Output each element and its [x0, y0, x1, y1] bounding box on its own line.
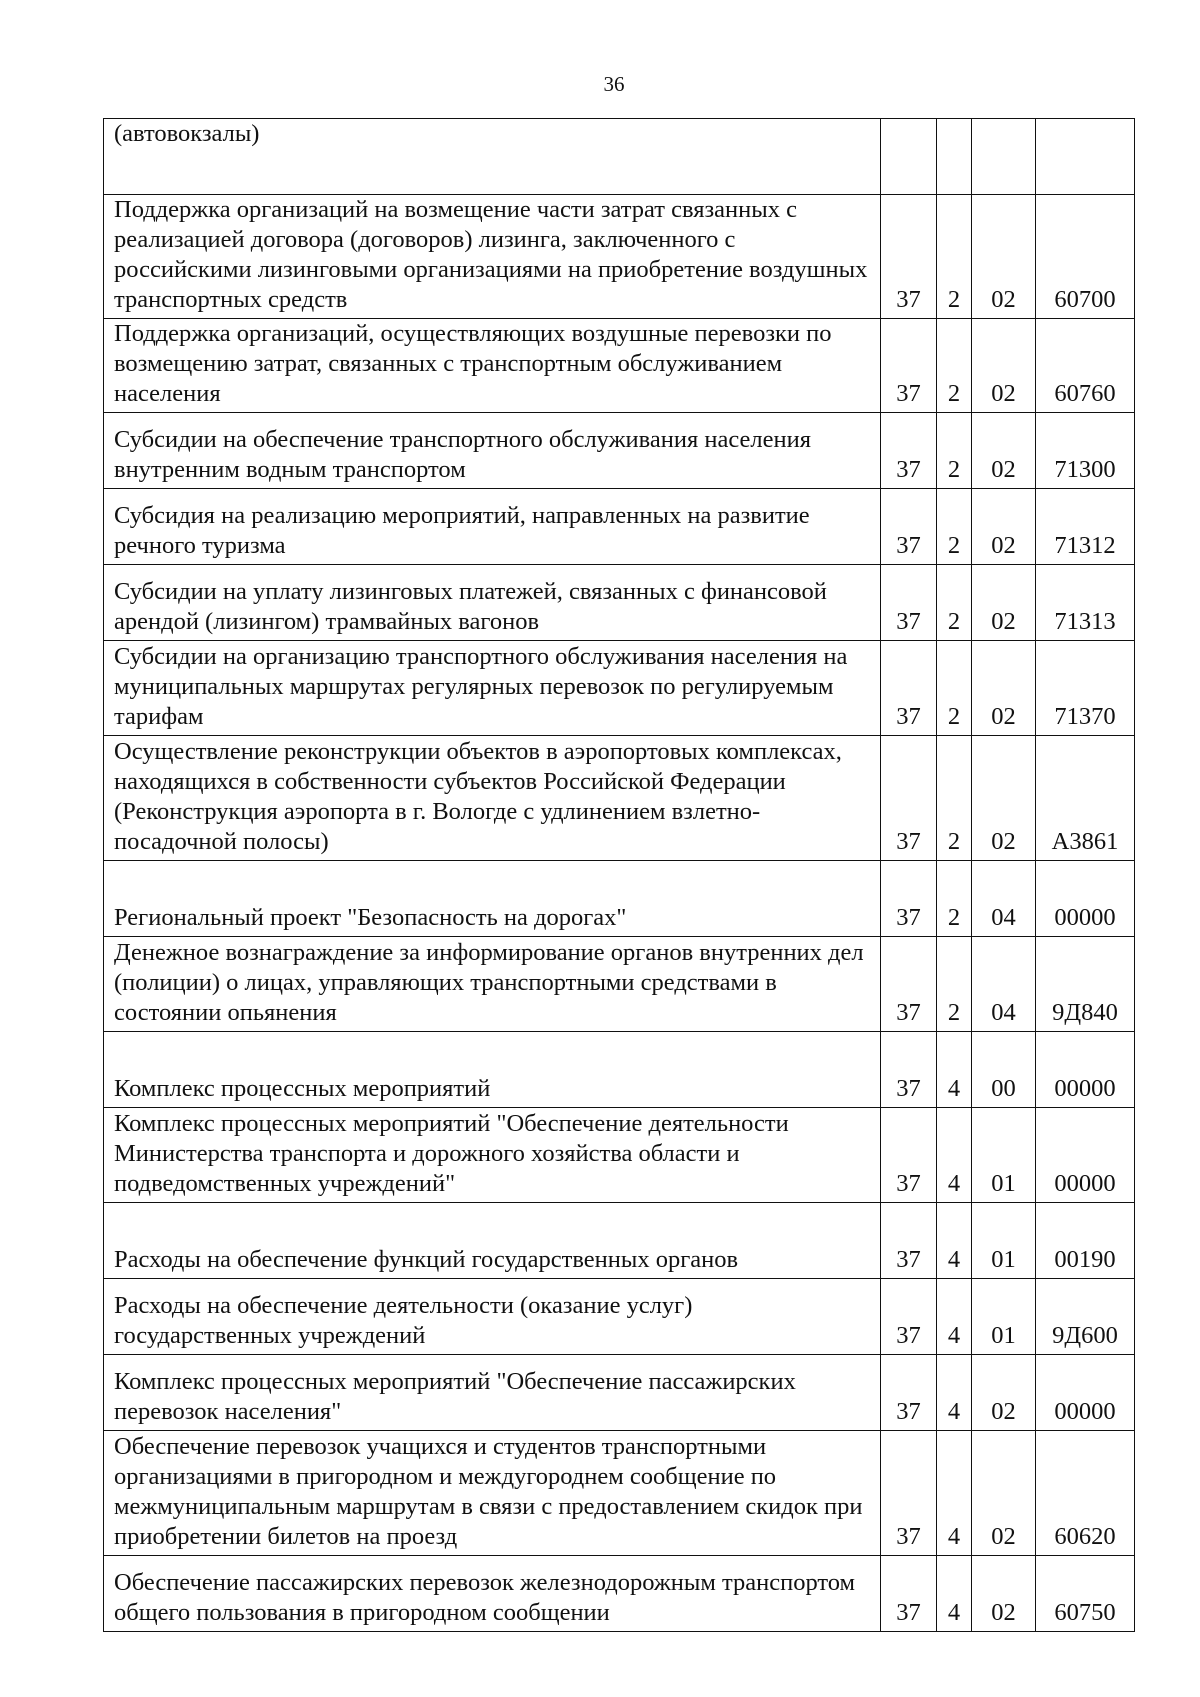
main-event-code: 02: [972, 489, 1036, 565]
program-code: 37: [881, 1355, 937, 1431]
main-event-code: 02: [972, 641, 1036, 736]
program-code: 37: [881, 489, 937, 565]
table-row: [104, 1355, 1135, 1431]
main-event-code: 02: [972, 1431, 1036, 1556]
row-description: Субсидии на уплату лизинговых платежей, связанных с финансовой арендой (лизингом) трамвайных вагонов: [104, 565, 881, 641]
main-event-code: 02: [972, 565, 1036, 641]
program-code: 37: [881, 937, 937, 1032]
expense-direction-code: 00000: [1036, 1108, 1135, 1203]
expense-direction-code: 00000: [1036, 861, 1135, 937]
table-row: [104, 413, 1135, 489]
expense-direction-code: 71300: [1036, 413, 1135, 489]
program-code: 37: [881, 1431, 937, 1556]
subprogram-type-code: 2: [937, 319, 972, 413]
subprogram-type-code: 2: [937, 489, 972, 565]
subprogram-type-code: 4: [937, 1032, 972, 1108]
row-description: Осуществление реконструкции объектов в аэропортовых комплексах, находящихся в собственности субъектов Российской Федерации (Реконструкция аэропорта в г. Вологде с удлинением взлетно-посадочной полосы): [104, 736, 881, 861]
expense-direction-code: 60760: [1036, 319, 1135, 413]
expense-direction-code: 60750: [1036, 1556, 1135, 1632]
table-row: [104, 1279, 1135, 1355]
subprogram-type-code: 2: [937, 195, 972, 319]
row-description: Поддержка организаций на возмещение части затрат связанных с реализацией договора (договоров) лизинга, заключенного с российскими лизинговыми организациями на приобретение воздушных транспортных средств: [104, 195, 881, 319]
program-code: 37: [881, 736, 937, 861]
row-description: Обеспечение пассажирских перевозок железнодорожным транспортом общего пользования в пригородном сообщении: [104, 1556, 881, 1632]
row-description: Обеспечение перевозок учащихся и студентов транспортными организациями в пригородном и междугороднем сообщение по межмуниципальным маршрутам в связи с предоставлением скидок при приобретении билетов на проезд: [104, 1431, 881, 1556]
expense-direction-code: 00000: [1036, 1355, 1135, 1431]
subprogram-type-code: [937, 119, 972, 195]
program-code: 37: [881, 1556, 937, 1632]
row-description: Субсидия на реализацию мероприятий, направленных на развитие речного туризма: [104, 489, 881, 565]
expense-direction-code: 9Д840: [1036, 937, 1135, 1032]
row-description: Комплекс процессных мероприятий: [104, 1032, 881, 1108]
program-code: 37: [881, 319, 937, 413]
main-event-code: 04: [972, 861, 1036, 937]
expense-direction-code: 71370: [1036, 641, 1135, 736]
program-code: [881, 119, 937, 195]
main-event-code: 02: [972, 1556, 1036, 1632]
main-event-code: 02: [972, 195, 1036, 319]
main-event-code: 04: [972, 937, 1036, 1032]
budget-classification-table: [103, 118, 1135, 1632]
row-description: Комплекс процессных мероприятий "Обеспечение пассажирских перевозок населения": [104, 1355, 881, 1431]
expense-direction-code: 71313: [1036, 565, 1135, 641]
main-event-code: 01: [972, 1279, 1036, 1355]
table-row: [104, 1556, 1135, 1632]
subprogram-type-code: 4: [937, 1108, 972, 1203]
expense-direction-code: А3861: [1036, 736, 1135, 861]
subprogram-type-code: 2: [937, 937, 972, 1032]
table-row: [104, 195, 1135, 319]
table-row: [104, 641, 1135, 736]
program-code: 37: [881, 413, 937, 489]
main-event-code: [972, 119, 1036, 195]
main-event-code: 02: [972, 413, 1036, 489]
program-code: 37: [881, 1203, 937, 1279]
program-code: 37: [881, 1108, 937, 1203]
program-code: 37: [881, 1032, 937, 1108]
table-row: [104, 937, 1135, 1032]
row-description: Региональный проект "Безопасность на дорогах": [104, 861, 881, 937]
expense-direction-code: 9Д600: [1036, 1279, 1135, 1355]
table-row: [104, 861, 1135, 937]
subprogram-type-code: 2: [937, 413, 972, 489]
row-description: Субсидии на организацию транспортного обслуживания населения на муниципальных маршрутах регулярных перевозок по регулируемым тарифам: [104, 641, 881, 736]
row-description: Поддержка организаций, осуществляющих воздушные перевозки по возмещению затрат, связанных с транспортным обслуживанием населения: [104, 319, 881, 413]
subprogram-type-code: 4: [937, 1556, 972, 1632]
program-code: 37: [881, 195, 937, 319]
subprogram-type-code: 2: [937, 736, 972, 861]
expense-direction-code: 60700: [1036, 195, 1135, 319]
subprogram-type-code: 4: [937, 1355, 972, 1431]
program-code: 37: [881, 641, 937, 736]
table-row: [104, 565, 1135, 641]
program-code: 37: [881, 1279, 937, 1355]
table-row: [104, 1032, 1135, 1108]
table-row: [104, 1108, 1135, 1203]
table-row: [104, 489, 1135, 565]
subprogram-type-code: 2: [937, 641, 972, 736]
expense-direction-code: 00190: [1036, 1203, 1135, 1279]
main-event-code: 01: [972, 1108, 1036, 1203]
row-description: Расходы на обеспечение функций государственных органов: [104, 1203, 881, 1279]
expense-direction-code: 00000: [1036, 1032, 1135, 1108]
main-event-code: 01: [972, 1203, 1036, 1279]
row-description: Субсидии на обеспечение транспортного обслуживания населения внутренним водным транспортом: [104, 413, 881, 489]
page-number: 36: [603, 72, 625, 96]
subprogram-type-code: 2: [937, 565, 972, 641]
subprogram-type-code: 2: [937, 861, 972, 937]
subprogram-type-code: 4: [937, 1431, 972, 1556]
row-description: (автовокзалы): [104, 119, 881, 195]
subprogram-type-code: 4: [937, 1279, 972, 1355]
row-description: Расходы на обеспечение деятельности (оказание услуг) государственных учреждений: [104, 1279, 881, 1355]
table-row: [104, 1431, 1135, 1556]
expense-direction-code: 60620: [1036, 1431, 1135, 1556]
table-row: [104, 119, 1135, 195]
program-code: 37: [881, 565, 937, 641]
expense-direction-code: [1036, 119, 1135, 195]
expense-direction-code: 71312: [1036, 489, 1135, 565]
table-row: [104, 1203, 1135, 1279]
row-description: Денежное вознаграждение за информирование органов внутренних дел (полиции) о лицах, управляющих транспортными средствами в состоянии опьянения: [104, 937, 881, 1032]
main-event-code: 02: [972, 736, 1036, 861]
program-code: 37: [881, 861, 937, 937]
row-description: Комплекс процессных мероприятий "Обеспечение деятельности Министерства транспорта и дорожного хозяйства области и подведомственных учреждений": [104, 1108, 881, 1203]
main-event-code: 00: [972, 1032, 1036, 1108]
main-event-code: 02: [972, 1355, 1036, 1431]
table-row: [104, 736, 1135, 861]
main-event-code: 02: [972, 319, 1036, 413]
table-row: [104, 319, 1135, 413]
subprogram-type-code: 4: [937, 1203, 972, 1279]
